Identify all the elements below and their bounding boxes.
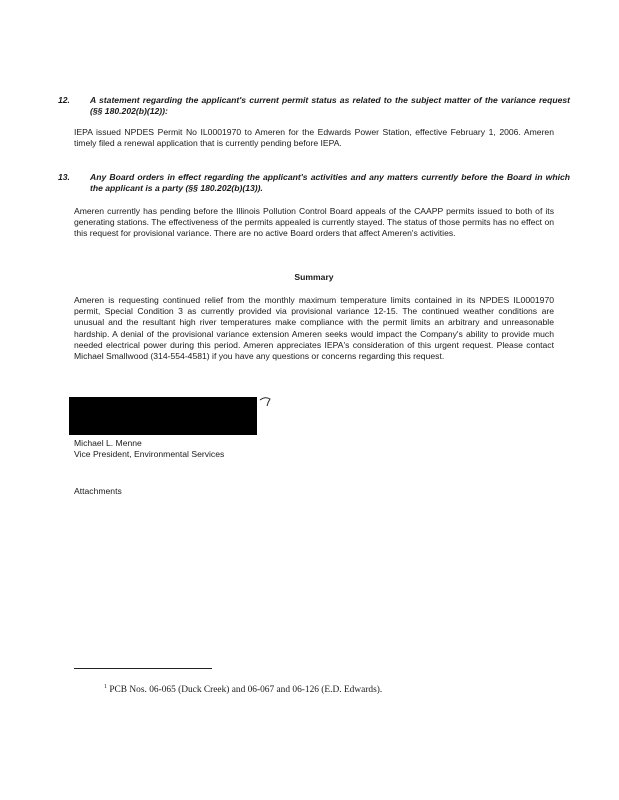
item-13-heading-text: Any Board orders in effect regarding the applicant's activities and any matters currently before the Board in which the applicant is a party (§§ 180.202(b)(13)). (90, 172, 570, 194)
footnote-marker: 1 (104, 684, 107, 690)
footnote-separator (74, 668, 212, 669)
footnote-text: PCB Nos. 06-065 (Duck Creek) and 06-067 and 06-126 (E.D. Edwards). (109, 685, 383, 695)
attachments-label: Attachments (74, 486, 122, 496)
signer-name: Michael L. Menne (74, 438, 142, 448)
summary-title: Summary (294, 272, 334, 282)
item-12-heading-text: A statement regarding the applicant's current permit status as related to the subject matter of the variance request (§§ 180.202(b)(12)): (90, 95, 570, 117)
signer-title: Vice President, Environmental Services (74, 449, 225, 459)
footnote (104, 681, 574, 696)
item-13-heading (58, 172, 570, 194)
redacted-signature (69, 397, 257, 435)
item-13-body: Ameren currently has pending before the Illinois Pollution Control Board appeals of the CAAPP permits issued to both of its generating stations. The effectiveness of the permits appealed is currently stayed. The status of those permits has no effect on this request for provisional variance. There are no active Board orders that affect Ameren's activities. (74, 206, 554, 239)
item-13-number: 13. (58, 172, 70, 182)
summary-body: Ameren is requesting continued relief from the monthly maximum temperature limits contained in its NPDES IL0001970 permit, Special Condition 3 as currently provided via provisional variance 12-15. The continued weather conditions are unusual and the resultant high river temperatures make compliance with the permit limits an arbitrary and unreasonable hardship. A denial of the provisional variance extension Ameren seeks would impact the Company's ability to provide much needed electrical power during this period. Ameren appreciates IEPA's consideration of this urgent request. Please contact Michael Smallwood (314-554-4581) if you have any questions or concerns regarding this request. (74, 295, 554, 362)
signature-tail-mark (259, 396, 271, 408)
item-12-heading (58, 95, 570, 117)
item-12-body: IEPA issued NPDES Permit No IL0001970 to Ameren for the Edwards Power Station, effective February 1, 2006. Ameren timely filed a renewal application that is currently pending before IEPA. (74, 127, 554, 149)
item-12-number: 12. (58, 95, 70, 105)
